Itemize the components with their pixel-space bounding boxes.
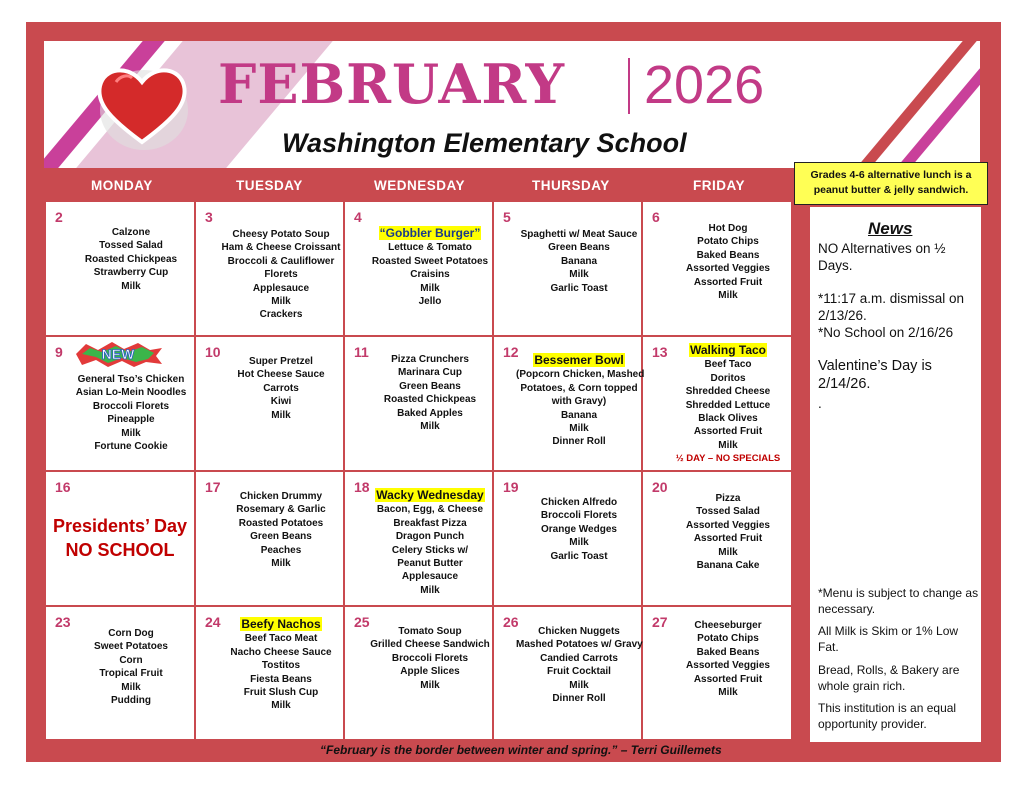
menu-item: Spaghetti w/ Meat Sauce — [520, 229, 638, 240]
menu-item: Banana — [560, 255, 598, 267]
day-cell — [494, 472, 642, 605]
menu-item: Assorted Fruit — [693, 276, 763, 288]
menu-item: Applesauce — [401, 571, 459, 583]
school-name: Washington Elementary School — [282, 128, 687, 158]
menu-item: Assorted Fruit — [693, 426, 763, 438]
menu-item: Milk — [271, 296, 291, 308]
menu-item: Chicken Drummy — [239, 491, 323, 502]
news-footnote: All Milk is Skim or 1% Low Fat. — [818, 624, 959, 654]
menu-item: Rosemary & Garlic — [236, 504, 326, 516]
day-cell — [196, 607, 344, 740]
calendar-grid — [44, 200, 793, 741]
day-cell — [46, 472, 194, 605]
day-number: 16 — [55, 479, 71, 495]
day-cell — [345, 202, 493, 335]
menu-item: Assorted Fruit — [693, 533, 763, 545]
menu-item: Ham & Cheese Croissant — [221, 242, 341, 254]
menu-item: Chicken Nuggets — [538, 626, 620, 637]
menu-item: Pizza — [715, 493, 741, 504]
menu-item: Asian Lo-Mein Noodles — [75, 387, 187, 399]
menu-item: Apple Slices — [400, 666, 460, 678]
day-number: 23 — [55, 614, 71, 630]
menu-item: Milk — [121, 280, 141, 292]
menu-item: Candied Carrots — [540, 652, 618, 664]
menu-item: Crackers — [259, 309, 303, 321]
news-footnote: This institution is an equal opportunity provider. — [818, 701, 957, 731]
menu-item: Assorted Veggies — [686, 519, 770, 531]
menu-item: Orange Wedges — [541, 523, 617, 535]
day-cell — [345, 472, 493, 605]
menu-item: Strawberry Cup — [93, 267, 169, 279]
day-number: 17 — [205, 479, 221, 495]
menu-item: (Popcorn Chicken, Mashed — [516, 369, 645, 381]
title-year: 2026 — [644, 55, 765, 115]
day-number: 19 — [503, 479, 519, 495]
menu-highlight: Walking Taco — [689, 343, 766, 357]
menu-highlight: Beefy Nachos — [241, 617, 321, 631]
menu-item: Peaches — [260, 544, 302, 556]
menu-item: Tossed Salad — [696, 506, 760, 518]
menu-item: Grilled Cheese Sandwich — [370, 639, 490, 651]
menu-item: Green Beans — [399, 380, 461, 392]
menu-item: Green Beans — [548, 242, 610, 254]
menu-item: Garlic Toast — [550, 550, 608, 562]
day-header-wednesday: WEDNESDAY — [374, 178, 466, 193]
menu-item: Green Beans — [250, 531, 312, 543]
day-number: 20 — [652, 479, 668, 495]
menu-item: Craisins — [410, 269, 450, 281]
menu-item: Milk — [569, 423, 589, 435]
title-month: FEBRUARY — [218, 52, 566, 116]
day-number: 3 — [205, 209, 213, 225]
news-item: . — [818, 396, 822, 411]
menu-highlight: “Gobbler Burger” — [379, 226, 481, 240]
menu-item: Beef Taco Meat — [244, 633, 318, 645]
menu-item: Broccoli Florets — [92, 400, 170, 412]
day-cell — [494, 202, 642, 335]
day-cell — [196, 202, 344, 335]
menu-item: Milk — [121, 427, 141, 439]
menu-item: Potatoes, & Corn topped — [520, 382, 638, 394]
menu-item: Mashed Potatoes w/ Gravy — [516, 639, 643, 651]
day-number: 26 — [503, 614, 519, 630]
menu-item: Marinara Cup — [398, 367, 462, 379]
half-day-note: ½ DAY – NO SPECIALS — [675, 453, 781, 465]
menu-item: Nacho Cheese Sauce — [230, 646, 332, 658]
news-footnote: Bread, Rolls, & Bakery are whole grain rich. — [818, 663, 960, 693]
day-cell — [494, 337, 645, 470]
menu-item: Milk — [569, 679, 589, 691]
news-footnote: *Menu is subject to change as necessary. — [818, 586, 979, 616]
menu-item: Milk — [271, 558, 291, 570]
day-header-tuesday: TUESDAY — [236, 178, 303, 193]
menu-item: Milk — [718, 546, 738, 558]
menu-item: Calzone — [111, 227, 151, 238]
day-cell — [643, 607, 791, 740]
day-number: 4 — [354, 209, 362, 225]
menu-item: Florets — [264, 269, 298, 281]
news-panel — [810, 207, 981, 742]
new-badge-text: NEW — [101, 346, 135, 362]
footer-quote: “February is the border between winter and spring.” – Terri Guillemets — [320, 743, 722, 757]
menu-highlight: Bessemer Bowl — [534, 353, 624, 367]
menu-item: Shredded Lettuce — [685, 399, 771, 411]
heart-icon — [92, 60, 192, 150]
menu-item: Milk — [420, 584, 440, 596]
menu-item: Corn — [119, 654, 143, 666]
menu-item: Assorted Fruit — [693, 673, 763, 685]
news-item: *No School on 2/16/26 — [818, 325, 954, 340]
day-number: 5 — [503, 209, 511, 225]
menu-item: Roasted Sweet Potatoes — [371, 255, 489, 267]
day-header-monday: MONDAY — [91, 178, 153, 193]
menu-item: Tomato Soup — [398, 626, 462, 637]
menu-item: Milk — [271, 409, 291, 421]
menu-item: Milk — [271, 700, 291, 712]
day-number: 12 — [503, 344, 519, 360]
menu-item: Broccoli Florets — [391, 652, 469, 664]
day-number: 18 — [354, 479, 370, 495]
day-header-friday: FRIDAY — [693, 178, 746, 193]
menu-item: Tossed Salad — [99, 240, 163, 252]
menu-item: Fortune Cookie — [94, 441, 168, 453]
day-cell — [196, 472, 344, 605]
day-cell — [46, 607, 194, 740]
day-number: 27 — [652, 614, 668, 630]
menu-item: Peanut Butter — [397, 558, 463, 570]
menu-item: Sweet Potatoes — [94, 641, 168, 653]
menu-item: Beef Taco — [704, 359, 752, 371]
menu-item: Super Pretzel — [249, 356, 313, 367]
holiday-note: NO SCHOOL — [65, 540, 175, 560]
day-header-thursday: THURSDAY — [532, 178, 610, 193]
news-item: *11:17 a.m. dismissal on 2/13/26. — [818, 291, 965, 323]
day-number: 2 — [55, 209, 63, 225]
menu-item: Potato Chips — [697, 236, 759, 248]
menu-item: Tostitos — [261, 660, 301, 672]
menu-item: Pudding — [111, 695, 151, 707]
menu-item: Milk — [569, 537, 589, 549]
menu-item: Lettuce & Tomato — [388, 242, 472, 254]
menu-item: Baked Beans — [696, 646, 760, 658]
menu-item: Assorted Veggies — [686, 263, 770, 275]
menu-item: Banana — [560, 409, 598, 421]
day-cell — [643, 337, 791, 470]
menu-item: Breakfast Pizza — [393, 517, 467, 529]
menu-item: Dinner Roll — [552, 436, 606, 448]
menu-item: Fruit Cocktail — [547, 666, 611, 678]
menu-item: Corn Dog — [108, 628, 154, 639]
day-number: 25 — [354, 614, 370, 630]
new-badge-icon — [72, 340, 164, 368]
day-cell — [196, 337, 344, 470]
day-cell — [345, 337, 493, 470]
menu-item: Jello — [418, 296, 442, 308]
menu-item: Pizza Crunchers — [391, 354, 469, 365]
menu-item: Fruit Slush Cup — [243, 687, 319, 699]
day-number: 6 — [652, 209, 660, 225]
news-title: News — [868, 219, 913, 238]
menu-item: Doritos — [710, 372, 746, 384]
menu-item: Milk — [420, 679, 440, 691]
menu-item: Milk — [420, 421, 440, 433]
menu-item: Milk — [718, 290, 738, 302]
menu-item: Shredded Cheese — [685, 386, 771, 398]
menu-item: Roasted Potatoes — [238, 517, 324, 529]
day-number: 11 — [354, 344, 369, 360]
menu-item: Roasted Chickpeas — [383, 394, 477, 406]
menu-item: Cheesy Potato Soup — [232, 229, 330, 240]
day-number: 10 — [205, 344, 221, 360]
menu-item: Hot Dog — [708, 223, 748, 234]
menu-item: Milk — [569, 269, 589, 281]
menu-item: Fiesta Beans — [250, 673, 312, 685]
menu-item: Milk — [420, 282, 440, 294]
menu-item: Applesauce — [252, 282, 310, 294]
menu-item: Pineapple — [107, 414, 155, 426]
menu-item: with Gravy) — [551, 396, 607, 408]
menu-item: Black Olives — [698, 413, 758, 425]
menu-item: Baked Beans — [696, 249, 760, 261]
menu-item: Celery Sticks w/ — [391, 544, 469, 556]
news-item: Valentine’s Day is 2/14/26. — [818, 358, 932, 392]
day-cell — [494, 607, 642, 740]
menu-item: Roasted Chickpeas — [84, 253, 178, 265]
title-divider — [628, 58, 630, 114]
day-cell — [345, 607, 493, 740]
menu-item: Dinner Roll — [552, 693, 606, 705]
menu-item: General Tso’s Chicken — [77, 374, 185, 385]
day-number: 9 — [55, 344, 63, 360]
menu-item: Cheeseburger — [694, 620, 762, 631]
menu-item: Dragon Punch — [395, 531, 465, 543]
menu-item: Bacon, Egg, & Cheese — [376, 504, 484, 516]
menu-item: Potato Chips — [697, 633, 759, 645]
menu-item: Tropical Fruit — [99, 668, 163, 680]
day-number: 24 — [205, 614, 221, 630]
menu-item: Garlic Toast — [550, 282, 608, 294]
holiday-name: Presidents’ Day — [52, 516, 188, 536]
menu-item: Carrots — [263, 382, 299, 394]
menu-item: Broccoli & Cauliflower — [227, 255, 335, 267]
day-cell — [46, 202, 194, 335]
grades-note: Grades 4-6 alternative lunch is a peanut butter & jelly sandwich. — [794, 162, 988, 205]
menu-item: Milk — [718, 687, 738, 699]
menu-highlight: Wacky Wednesday — [376, 488, 484, 502]
day-number: 13 — [652, 344, 668, 360]
day-cell — [643, 472, 791, 605]
menu-item: Assorted Veggies — [686, 660, 770, 672]
menu-item: Hot Cheese Sauce — [237, 369, 325, 381]
menu-item: Milk — [121, 681, 141, 693]
menu-item: Broccoli Florets — [540, 510, 618, 522]
menu-item: Banana Cake — [696, 560, 760, 572]
menu-item: Milk — [718, 439, 738, 451]
menu-item: Baked Apples — [397, 407, 463, 419]
news-item: NO Alternatives on ½ Days. — [818, 241, 946, 273]
menu-item: Chicken Alfredo — [540, 497, 618, 508]
menu-item: Kiwi — [270, 396, 292, 408]
day-cell — [643, 202, 791, 335]
